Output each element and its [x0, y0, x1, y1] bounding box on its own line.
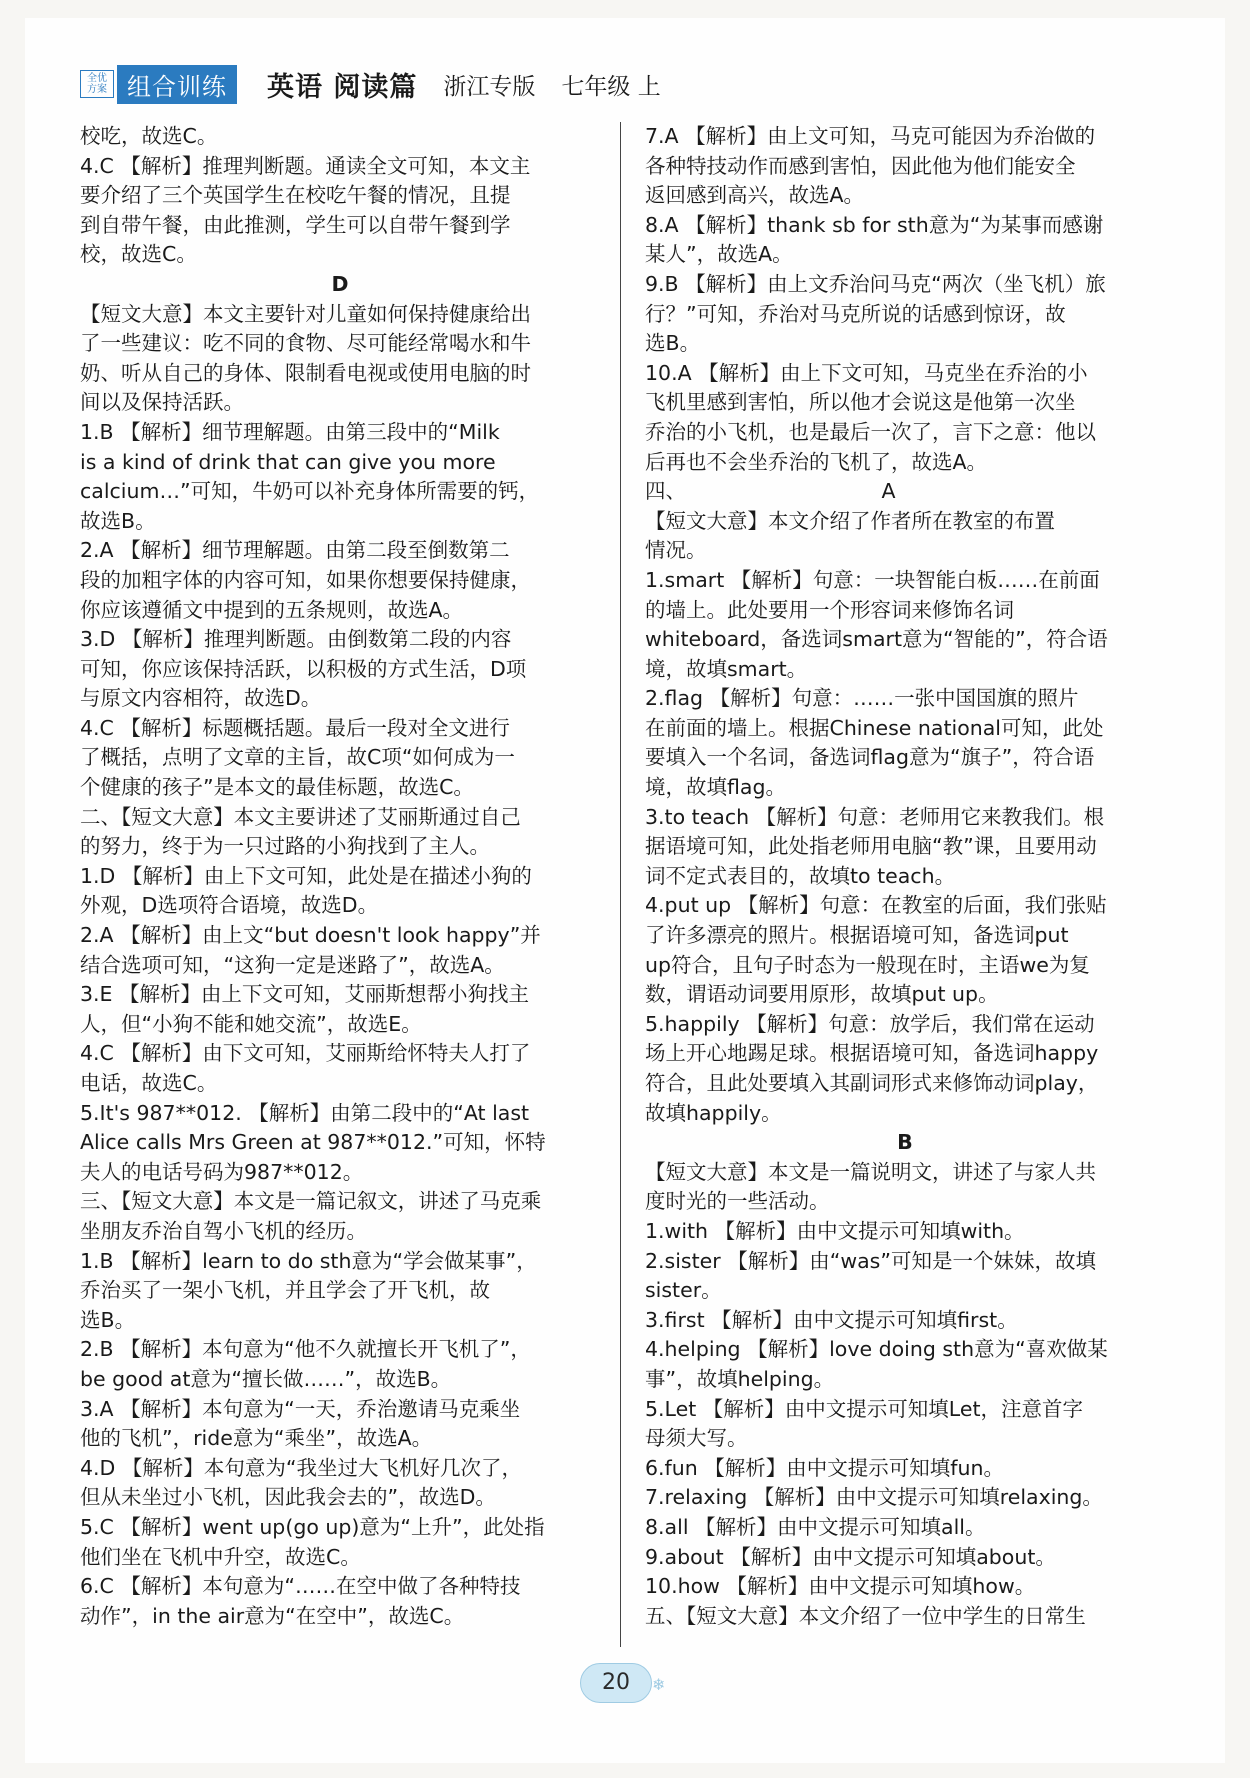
text-line: B: [897, 1130, 913, 1155]
text-line: 【短文大意】本文主要针对儿童如何保持健康给出: [80, 301, 531, 326]
text-line: 2.B 【解析】本句意为“他不久就擅长开飞机了”，: [80, 1337, 531, 1362]
text-line: 故选B。: [80, 508, 156, 533]
text-line: 符合，且此处要填入其副词形式来修饰动词play，: [645, 1071, 1099, 1095]
text-line: 1.smart 【解析】句意：一块智能白板……在前面: [645, 567, 1100, 592]
text-line: 了概括，点明了文章的主旨，故C项“如何成为一: [80, 745, 515, 770]
text-line: 3.first 【解析】由中文提示可知填first。: [645, 1307, 1018, 1332]
text-line: 你应该遵循文中提到的五条规则，故选A。: [80, 597, 464, 622]
text-line: 校吃，故选C。: [80, 124, 218, 148]
book-title: 英语 阅读篇: [267, 71, 418, 103]
text-line: 个健康的孩子”是本文的最佳标题，故选C。: [80, 775, 474, 800]
text-line: 词不定式表目的，故填to teach。: [645, 863, 956, 888]
text-line: 3.A 【解析】本句意为“一天，乔治邀请马克乘坐: [80, 1396, 521, 1421]
text-line: 行？”可知，乔治对马克所说的话感到惊讶，故: [645, 301, 1066, 326]
text-line: 8.A 【解析】thank sb for sth意为“为某事而感谢: [645, 212, 1104, 237]
text-line: 的墙上。此处要用一个形容词来修饰名词: [645, 597, 1014, 622]
text-line: 三、【短文大意】本文是一篇记叙文，讲述了马克乘: [80, 1189, 542, 1214]
column-divider: [620, 122, 621, 1647]
text-line: 场上开心地踢足球。根据语境可知，备选词happy: [645, 1041, 1099, 1066]
text-line: 段的加粗字体的内容可知，如果你想要保持健康，: [80, 567, 531, 592]
text-line: 4.C 【解析】由下文可知，艾丽斯给怀特夫人打了: [80, 1041, 531, 1066]
text-line: 2.sister 【解析】由“was”可知是一个妹妹，故填: [645, 1248, 1096, 1273]
text-line: 事”，故填helping。: [645, 1366, 835, 1391]
text-line: whiteboard，备选词smart意为“智能的”，符合语: [645, 627, 1108, 652]
text-line: 4.helping 【解析】love doing sth意为“喜欢做某: [645, 1337, 1108, 1362]
text-line: 4.put up 【解析】句意：在教室的后面，我们张贴: [645, 893, 1107, 918]
text-line: 可知，你应该保持活跃，以积极的方式生活，D项: [80, 656, 527, 681]
edition-label: 浙江专版: [443, 73, 536, 100]
text-line: 1.B 【解析】learn to do sth意为“学会做某事”，: [80, 1248, 537, 1273]
text-line: 结合选项可知，“这狗一定是迷路了”，故选A。: [80, 952, 505, 977]
text-line: 3.E 【解析】由上下文可知，艾丽斯想帮小狗找主: [80, 982, 530, 1007]
grade-label: 七年级 上: [561, 73, 661, 100]
text-line: 5.C 【解析】went up(go up)意为“上升”，此处指: [80, 1514, 545, 1539]
text-line: 1.with 【解析】由中文提示可知填with。: [645, 1218, 1025, 1243]
text-line: 的努力，终于为一只过路的小狗找到了主人。: [80, 834, 490, 859]
text-line: 坐朋友乔治自驾小飞机的经历。: [80, 1218, 367, 1243]
text-line: 1.D 【解析】由上下文可知，此处是在描述小狗的: [80, 863, 532, 888]
text-line: 8.all 【解析】由中文提示可知填all。: [645, 1514, 986, 1539]
text-line: 要介绍了三个英国学生在校吃午餐的情况，且提: [80, 183, 511, 208]
text-line: 四、 A: [645, 479, 896, 504]
text-line: 5.Let 【解析】由中文提示可知填Let，注意首字: [645, 1396, 1083, 1421]
text-line: 后再也不会坐乔治的飞机了，故选A。: [645, 449, 988, 474]
page-number-badge: [580, 1663, 670, 1713]
text-line: 3.to teach 【解析】句意：老师用它来教我们。根: [645, 804, 1105, 829]
text-line: 6.C 【解析】本句意为“……在空中做了各种特技: [80, 1574, 521, 1599]
text-line: 间以及保持活跃。: [80, 390, 244, 415]
text-line: 2.flag 【解析】句意：……一张中国国旗的照片: [645, 686, 1079, 711]
text-line: 3.D 【解析】推理判断题。由倒数第二段的内容: [80, 627, 512, 652]
text-line: 动作”，in the air意为“在空中”，故选C。: [80, 1603, 465, 1628]
text-line: 6.fun 【解析】由中文提示可知填fun。: [645, 1455, 1004, 1480]
text-line: 校，故选C。: [80, 242, 197, 267]
text-line: 飞机里感到害怕，所以他才会说这是他第一次坐: [645, 390, 1076, 415]
text-line: 5.happily 【解析】句意：放学后，我们常在运动: [645, 1011, 1095, 1036]
text-line: 境，故填smart。: [645, 656, 808, 681]
text-line: 10.A 【解析】由上下文可知，马克坐在乔治的小: [645, 360, 1088, 385]
text-line: 他们坐在飞机中升空，故选C。: [80, 1544, 361, 1569]
text-line: 但从未坐过小飞机，因此我会去的”，故选D。: [80, 1485, 496, 1510]
right-column: [645, 122, 1165, 1631]
text-line: 7.relaxing 【解析】由中文提示可知填relaxing。: [645, 1485, 1103, 1510]
page-header: [80, 64, 661, 104]
text-line: 夫人的电话号码为987**012。: [80, 1159, 364, 1184]
text-line: sister。: [645, 1278, 722, 1303]
text-line: 返回感到高兴，故选A。: [645, 183, 865, 208]
text-line: 情况。: [645, 538, 707, 563]
text-line: 【短文大意】本文是一篇说明文，讲述了与家人共: [645, 1159, 1096, 1184]
text-line: 4.D 【解析】本句意为“我坐过大飞机好几次了，: [80, 1455, 522, 1480]
text-line: 度时光的一些活动。: [645, 1189, 830, 1214]
text-line: 母须大写。: [645, 1426, 748, 1451]
text-line: 据语境可知，此处指老师用电脑“教”课，且要用动: [645, 834, 1097, 859]
text-line: 各种特技动作而感到害怕，因此他为他们能安全: [645, 153, 1076, 178]
text-line: 五、【短文大意】本文介绍了一位中学生的日常生: [645, 1603, 1086, 1628]
brand-badge: 全优方案: [80, 70, 114, 98]
text-line: 9.about 【解析】由中文提示可知填about。: [645, 1544, 1056, 1569]
text-line: 4.C 【解析】推理判断题。通读全文可知，本文主: [80, 153, 531, 178]
text-line: 乔治的小飞机，也是最后一次了，言下之意：他以: [645, 419, 1096, 444]
text-line: 2.A 【解析】由上文“but doesn't look happy”并: [80, 923, 541, 948]
text-line: Alice calls Mrs Green at 987**012.”可知，怀特: [80, 1130, 546, 1155]
text-line: 与原文内容相符，故选D。: [80, 686, 322, 711]
text-line: be good at意为“擅长做……”，故选B。: [80, 1366, 452, 1391]
text-line: 了许多漂亮的照片。根据语境可知，备选词put: [645, 923, 1069, 948]
text-line: 外观，D选项符合语境，故选D。: [80, 893, 379, 918]
text-line: 到自带午餐，由此推测，学生可以自带午餐到学: [80, 212, 511, 237]
text-line: 二、【短文大意】本文主要讲述了艾丽斯通过自己: [80, 804, 521, 829]
text-line: 要填入一个名词，备选词flag意为“旗子”，符合语: [645, 745, 1095, 770]
left-column: [80, 122, 600, 1631]
text-line: 境，故填flag。: [645, 775, 786, 800]
page-number: 20: [580, 1663, 652, 1703]
text-line: 他的飞机”，ride意为“乘坐”，故选A。: [80, 1426, 433, 1451]
text-line: calcium…”可知，牛奶可以补充身体所需要的钙，: [80, 479, 540, 504]
text-line: 1.B 【解析】细节理解题。由第三段中的“Milk: [80, 419, 500, 444]
text-line: 【短文大意】本文介绍了作者所在教室的布置: [645, 508, 1055, 533]
text-line: 了一些建议：吃不同的食物、尽可能经常喝水和牛: [80, 331, 531, 356]
text-line: 奶、听从自己的身体、限制看电视或使用电脑的时: [80, 360, 531, 385]
brand-logo: 组合训练: [117, 65, 237, 104]
text-line: 在前面的墙上。根据Chinese national可知，此处: [645, 715, 1104, 740]
text-line: 某人”，故选A。: [645, 242, 793, 267]
text-line: 选B。: [645, 331, 701, 356]
text-line: up符合，且句子时态为一般现在时，主语we为复: [645, 952, 1090, 977]
text-line: is a kind of drink that can give you more: [80, 449, 496, 474]
text-line: 电话，故选C。: [80, 1071, 218, 1095]
text-line: 故填happily。: [645, 1100, 782, 1125]
text-line: 2.A 【解析】细节理解题。由第二段至倒数第二: [80, 538, 510, 563]
text-line: 7.A 【解析】由上文可知，马克可能因为乔治做的: [645, 124, 1096, 148]
text-line: 数，谓语动词要用原形，故填put up。: [645, 982, 999, 1007]
text-line: 选B。: [80, 1307, 136, 1332]
text-line: 乔治买了一架小飞机，并且学会了开飞机，故: [80, 1278, 490, 1303]
text-line: 10.how 【解析】由中文提示可知填how。: [645, 1574, 1036, 1599]
text-line: 5.It's 987**012. 【解析】由第二段中的“At last: [80, 1100, 530, 1125]
snowflake-icon: ❄: [652, 1675, 666, 1694]
text-line: 人，但“小狗不能和她交流”，故选E。: [80, 1011, 422, 1036]
text-line: 9.B 【解析】由上文乔治问马克“两次（坐飞机）旅: [645, 271, 1106, 296]
text-line: 4.C 【解析】标题概括题。最后一段对全文进行: [80, 715, 510, 740]
text-line: D: [331, 271, 349, 296]
